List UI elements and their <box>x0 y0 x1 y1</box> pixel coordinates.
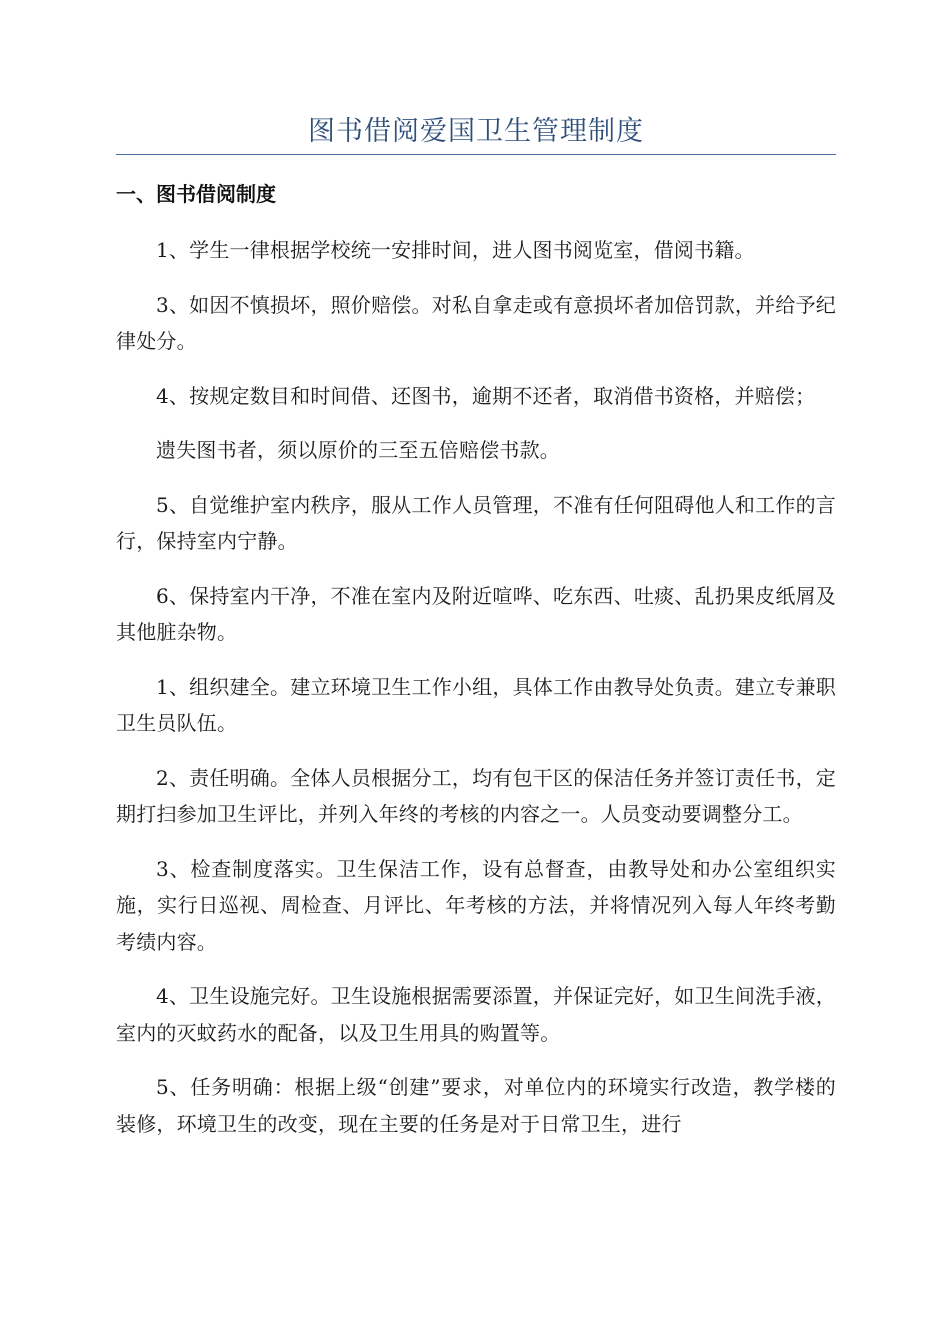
paragraph: 1、学生一律根据学校统一安排时间，进人图书阅览室，借阅书籍。 <box>156 238 755 262</box>
document-title: 图书借阅爱国卫生管理制度 <box>308 116 644 147</box>
section-heading: 一、图书借阅制度 <box>116 182 276 206</box>
paragraph: 5、自觉维护室内秩序，服从工作人员管理，不准有任何阻碍他人和工作的言行，保持室内宁静。 <box>116 492 836 553</box>
title-underline <box>116 154 836 155</box>
paragraph: 4、卫生设施完好。卫生设施根据需要添置，并保证完好，如卫生间洗手液，室内的灭蚊药水的配备，以及卫生用具的购置等。 <box>116 984 836 1045</box>
paragraph: 3、检查制度落实。卫生保洁工作，设有总督查，由教导处和办公室组织实施，实行日巡视、周检查、月评比、年考核的方法，并将情况列入每人年终考勤考绩内容。 <box>116 856 836 954</box>
paragraph: 5、任务明确：根据上级“创建”要求，对单位内的环境实行改造，教学楼的装修，环境卫生的改变，现在主要的任务是对于日常卫生，进行 <box>116 1075 836 1136</box>
paragraph: 4、按规定数目和时间借、还图书，逾期不还者，取消借书资格，并赔偿； <box>156 383 816 408</box>
paragraph: 2、责任明确。全体人员根据分工，均有包干区的保洁任务并签订责任书，定期打扫参加卫生评比，并列入年终的考核的内容之一。人员变动要调整分工。 <box>116 765 836 826</box>
document-body <box>116 232 836 1160</box>
document-page <box>116 0 836 1344</box>
paragraph: 6、保持室内干净，不准在室内及附近喧哗、吃东西、吐痰、乱扔果皮纸屑及其他脏杂物。 <box>116 583 836 644</box>
paragraph: 遗失图书者，须以原价的三至五倍赔偿书款。 <box>156 438 560 462</box>
paragraph: 1、组织建全。建立环境卫生工作小组，具体工作由教导处负责。建立专兼职卫生员队伍。 <box>116 674 836 735</box>
paragraph: 3、如因不慎损坏，照价赔偿。对私自拿走或有意损坏者加倍罚款，并给予纪律处分。 <box>116 292 836 353</box>
